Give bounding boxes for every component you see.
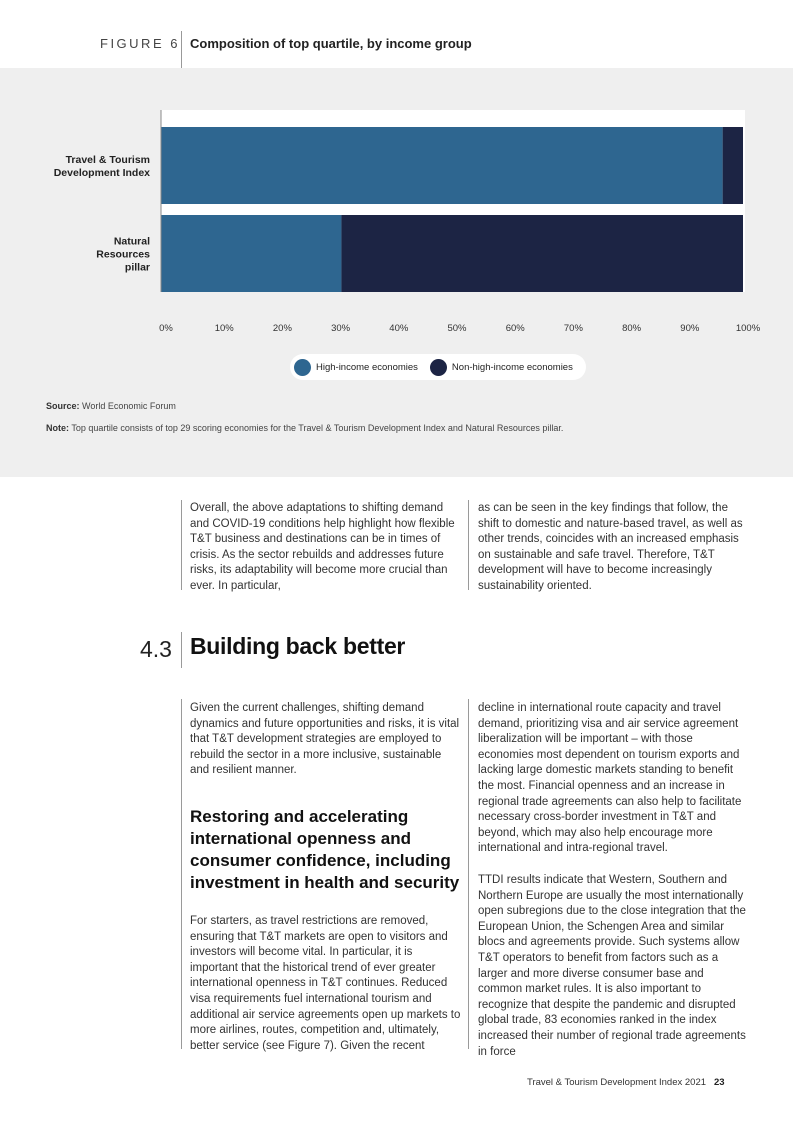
x-tick-label-9: 90% (680, 323, 700, 334)
legend-label-non-high-income: Non-high-income economies (451, 361, 573, 373)
note-text: Top quartile consists of top 29 scoring economies for the Travel & Tourism Development Index and Natural Resources pillar. (71, 423, 564, 433)
section-column-rule-right (468, 699, 469, 1049)
x-tick-label-10: 100% (735, 323, 761, 334)
x-tick-label-2: 20% (272, 323, 292, 334)
x-tick-label-8: 80% (622, 323, 642, 334)
section-column-rule-left (181, 699, 182, 1049)
x-tick-label-0: 0% (159, 323, 173, 334)
page-footer (527, 1077, 725, 1088)
bar-non-high-income-economies-travel-tourism-development-index (723, 127, 743, 204)
subheading: Restoring and accelerating international openness and consumer confidence, including investment in health and security (190, 807, 460, 892)
figure-label: FIGURE 6 (100, 36, 180, 51)
intro-left-paragraph: Overall, the above adaptations to shifting demand and COVID-19 conditions help highlight how flexible T&T business and destinations can be in times of crisis. As the sector rebuilds and addresses future risks, its adaptability will become more crucial than ever. In particular, (190, 502, 455, 592)
x-tick-label-3: 30% (331, 323, 351, 334)
legend-item-high-income (294, 359, 418, 376)
category-label-travel-tourism-development-index: Travel & Tourism Development Index (53, 154, 150, 179)
column-rule-right (468, 500, 469, 590)
figure-title: Composition of top quartile, by income group (190, 36, 472, 51)
x-tick-label-1: 10% (214, 323, 234, 334)
footer-title: Travel & Tourism Development Index 2021 (527, 1077, 707, 1088)
section-right-paragraph-2: TTDI results indicate that Western, Southern and Northern Europe are usually the most internationally open subregions due to the close integration that the European Union, the Schengen Area and similar blocs and agreements provide. Such systems allow T&T operators to benefit from factors such as a larger and more diverse consumer base and common market rules. It is also important to recognize that despite the pandemic and disrupted global trade, 83 economies ranked in the index increased their number of regional trade agreements in force (478, 874, 746, 1058)
section-right-paragraph-1: decline in international route capacity and travel demand, prioritizing visa and air service agreement liberalization will be important – with those economies most dependent on tourism exports and lacking large domestic markets standing to benefit the most. Financial openness and an increase in regional trade agreements can also help to facilitate necessary cross-border investment in T&T and beyond, which may also help encourage more international and intra-regional travel. (478, 702, 742, 855)
bar-high-income-economies-travel-tourism-development-index (161, 127, 723, 204)
x-tick-label-4: 40% (389, 323, 409, 334)
x-tick-label-5: 50% (447, 323, 467, 334)
bar-non-high-income-economies-natural-resources-pillar (341, 215, 743, 292)
section-left-paragraph-2: For starters, as travel restrictions are removed, ensuring that T&T markets are open to visitors and investors will become vital. In particular, it is important that the historical trend of ever greater international openness in T&T continues. Reduced visa requirements fuel international tourism and additional air service agreements open up markets to more airlines, routes, competition and, ultimately, better service (see Figure 7). Given the recent (190, 915, 461, 1052)
x-tick-label-7: 70% (563, 323, 583, 334)
section-number: 4.3 (140, 636, 172, 662)
page-number: 23 (714, 1077, 725, 1088)
figure-source (46, 401, 176, 411)
legend-swatch-high-income (294, 359, 311, 376)
intro-right-paragraph: as can be seen in the key findings that follow, the shift to domestic and nature-based travel, as well as other trends, coincides with an increased emphasis on sustainable and safe travel. Therefore, T&T development will have to become increasingly sustainability oriented. (478, 502, 743, 592)
figure-panel (0, 68, 793, 477)
legend-label-high-income: High-income economies (316, 361, 418, 373)
section-title: Building back better (190, 633, 406, 659)
column-rule-left (181, 500, 182, 590)
source-label: Source: (46, 401, 80, 411)
source-text: World Economic Forum (82, 401, 176, 411)
x-tick-label-6: 60% (505, 323, 525, 334)
legend-swatch-non-high-income (430, 359, 447, 376)
bar-high-income-economies-natural-resources-pillar (161, 215, 341, 292)
figure-divider (181, 31, 182, 69)
section-left-paragraph-1: Given the current challenges, shifting demand dynamics and future opportunities and risks, it is vital that T&T development strategies are employed to rebuild the sector in a more inclusive, sustainable and resilient manner. (190, 702, 460, 777)
category-label-natural-resources-pillar: Natural Resources pillar (96, 235, 150, 274)
legend-item-non-high-income (430, 359, 573, 376)
stacked-bar-chart (0, 68, 793, 358)
section-divider (181, 632, 182, 668)
figure-note (46, 423, 563, 433)
note-label: Note: (46, 423, 69, 433)
chart-legend (290, 354, 586, 380)
